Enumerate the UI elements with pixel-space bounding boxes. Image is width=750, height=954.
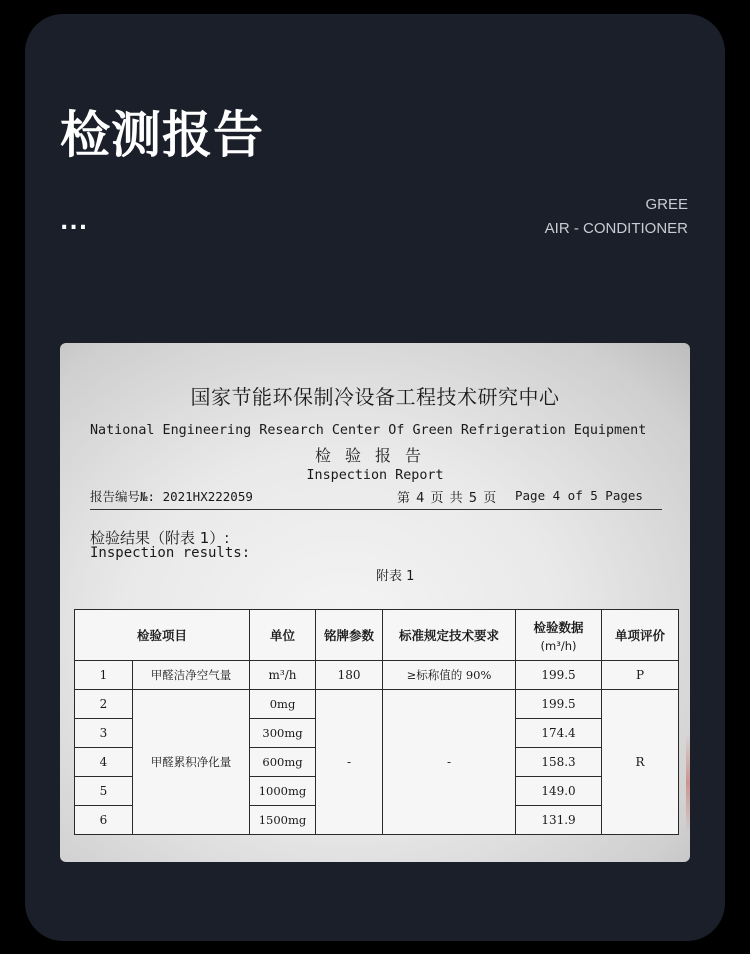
row-unit: 0mg (250, 690, 316, 719)
brand-label (545, 193, 688, 241)
brand-line-2: AIR - CONDITIONER (544, 220, 688, 237)
results-heading-cn: 检验结果（附表 1）: (90, 529, 230, 547)
more-dots: ... (60, 210, 89, 235)
row-no: 3 (75, 719, 133, 748)
group-requirement: - (383, 690, 516, 835)
row-value: 149.0 (516, 777, 602, 806)
row-value: 199.5 (516, 661, 602, 690)
row-value: 158.3 (516, 748, 602, 777)
brand-line-1: GREE (645, 196, 688, 213)
row-no: 4 (75, 748, 133, 777)
col-header-evaluation: 单项评价 (602, 610, 679, 661)
group-item: 甲醛累积净化量 (133, 690, 250, 835)
report-title-en: Inspection Report (306, 468, 444, 483)
row-no: 6 (75, 806, 133, 835)
table-row (75, 690, 679, 719)
row-no: 1 (75, 661, 133, 690)
col-header-item: 检验项目 (75, 610, 250, 661)
col-header-data-unit: (m³/h) (540, 638, 577, 653)
row-value: 131.9 (516, 806, 602, 835)
table-header-row (75, 610, 679, 661)
org-name-en: National Engineering Research Center Of Green Refrigeration Equipment (90, 423, 647, 438)
page-title: 检测报告 (60, 106, 264, 164)
row-unit: 600mg (250, 748, 316, 777)
col-header-data-title: 检验数据 (533, 619, 584, 635)
report-number: 报告编号№: 2021HX222059 (90, 489, 253, 504)
row-item: 甲醛洁净空气量 (133, 661, 250, 690)
annex-label: 附表 1 (376, 569, 415, 584)
inspection-report-image (60, 343, 690, 862)
row-no: 5 (75, 777, 133, 806)
row-value: 199.5 (516, 690, 602, 719)
row-unit: 1000mg (250, 777, 316, 806)
row-unit: 1500mg (250, 806, 316, 835)
group-evaluation: R (602, 690, 679, 835)
row-unit: m³/h (250, 661, 316, 690)
row-requirement: ≥标称值的 90% (383, 661, 516, 690)
inspection-table (74, 609, 679, 835)
row-unit: 300mg (250, 719, 316, 748)
row-value: 174.4 (516, 719, 602, 748)
row-no: 2 (75, 690, 133, 719)
table-row (75, 661, 679, 690)
red-stamp-edge (686, 733, 690, 833)
results-heading-en: Inspection results: (90, 545, 251, 561)
page-info-cn: 第 4 页 共 5 页 (397, 491, 498, 506)
group-nameplate: - (316, 690, 383, 835)
col-header-unit: 单位 (250, 610, 316, 661)
col-header-data (516, 610, 602, 661)
org-name-cn: 国家节能环保制冷设备工程技术研究中心 (190, 385, 560, 409)
col-header-nameplate: 铭牌参数 (316, 610, 383, 661)
row-evaluation: P (602, 661, 679, 690)
row-nameplate: 180 (316, 661, 383, 690)
report-title-cn: 检验报告 (314, 446, 435, 465)
col-header-requirement: 标准规定技术要求 (383, 610, 516, 661)
divider (90, 509, 662, 510)
page-info-en: Page 4 of 5 Pages (515, 488, 643, 503)
